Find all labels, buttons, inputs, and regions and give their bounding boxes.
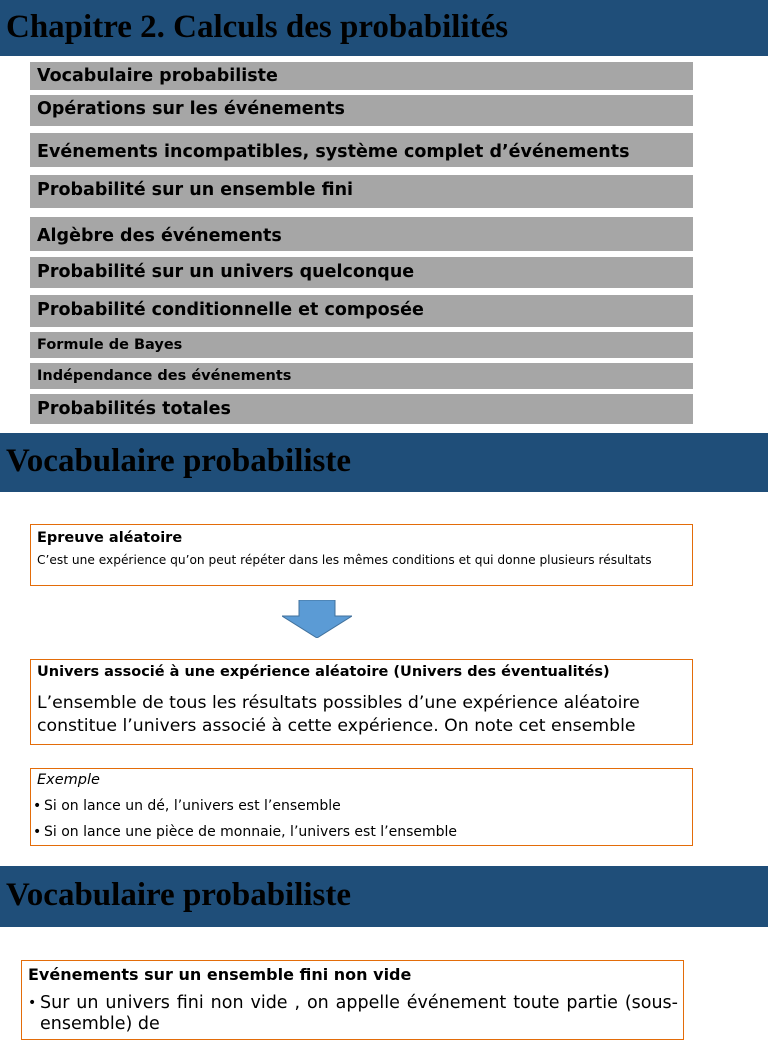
exemple-item-text: Si on lance un dé, l’univers est l’ensemble (44, 798, 341, 814)
toc-item: Probabilité sur un ensemble fini (30, 175, 693, 208)
univers-text-line1: L’ensemble de tous les résultats possibles d’une expérience aléatoire (37, 693, 640, 713)
toc-item: Algèbre des événements (30, 217, 693, 251)
list-item (33, 824, 457, 840)
bullet-icon: • (28, 995, 37, 1011)
bullet-icon: • (33, 798, 42, 814)
evenements-box (21, 960, 684, 1040)
toc-item: Opérations sur les événements (30, 95, 693, 126)
evenements-text: Sur un univers fini non vide , on appelle événement toute partie (sous-ensemble) de (40, 993, 678, 1034)
epreuve-heading: Epreuve aléatoire (37, 530, 183, 546)
down-arrow-icon (282, 600, 352, 638)
exemple-heading: Exemple (37, 772, 100, 788)
chapter-title-band (0, 0, 768, 56)
exemple-box (30, 768, 693, 846)
toc-item: Vocabulaire probabiliste (30, 62, 693, 90)
toc-item: Formule de Bayes (30, 332, 693, 358)
evenements-heading: Evénements sur un ensemble fini non vide (28, 965, 412, 984)
bullet-icon: • (33, 824, 42, 840)
list-item (33, 798, 341, 814)
section-title-band (0, 866, 768, 927)
toc-item: Evénements incompatibles, système complet d’événements (30, 133, 693, 167)
chapter-title: Chapitre 2. Calculs des probabilités (6, 9, 509, 45)
exemple-item-text: Si on lance une pièce de monnaie, l’univers est l’ensemble (44, 824, 458, 840)
toc-item: Probabilités totales (30, 394, 693, 424)
toc-item: Probabilité conditionnelle et composée (30, 295, 693, 327)
toc-item: Indépendance des événements (30, 363, 693, 389)
univers-heading: Univers associé à une expérience aléatoire (Univers des éventualités) (37, 664, 610, 680)
univers-text-line2: constitue l’univers associé à cette expérience. On note cet ensemble (37, 716, 636, 736)
univers-box (30, 659, 693, 745)
epreuve-box (30, 524, 693, 586)
toc-item: Probabilité sur un univers quelconque (30, 257, 693, 288)
section-title: Vocabulaire probabiliste (6, 877, 352, 913)
epreuve-text: C’est une expérience qu’on peut répéter dans les mêmes conditions et qui donne plusieurs résultats (37, 553, 652, 567)
section-title: Vocabulaire probabiliste (6, 443, 352, 479)
section-title-band (0, 433, 768, 492)
